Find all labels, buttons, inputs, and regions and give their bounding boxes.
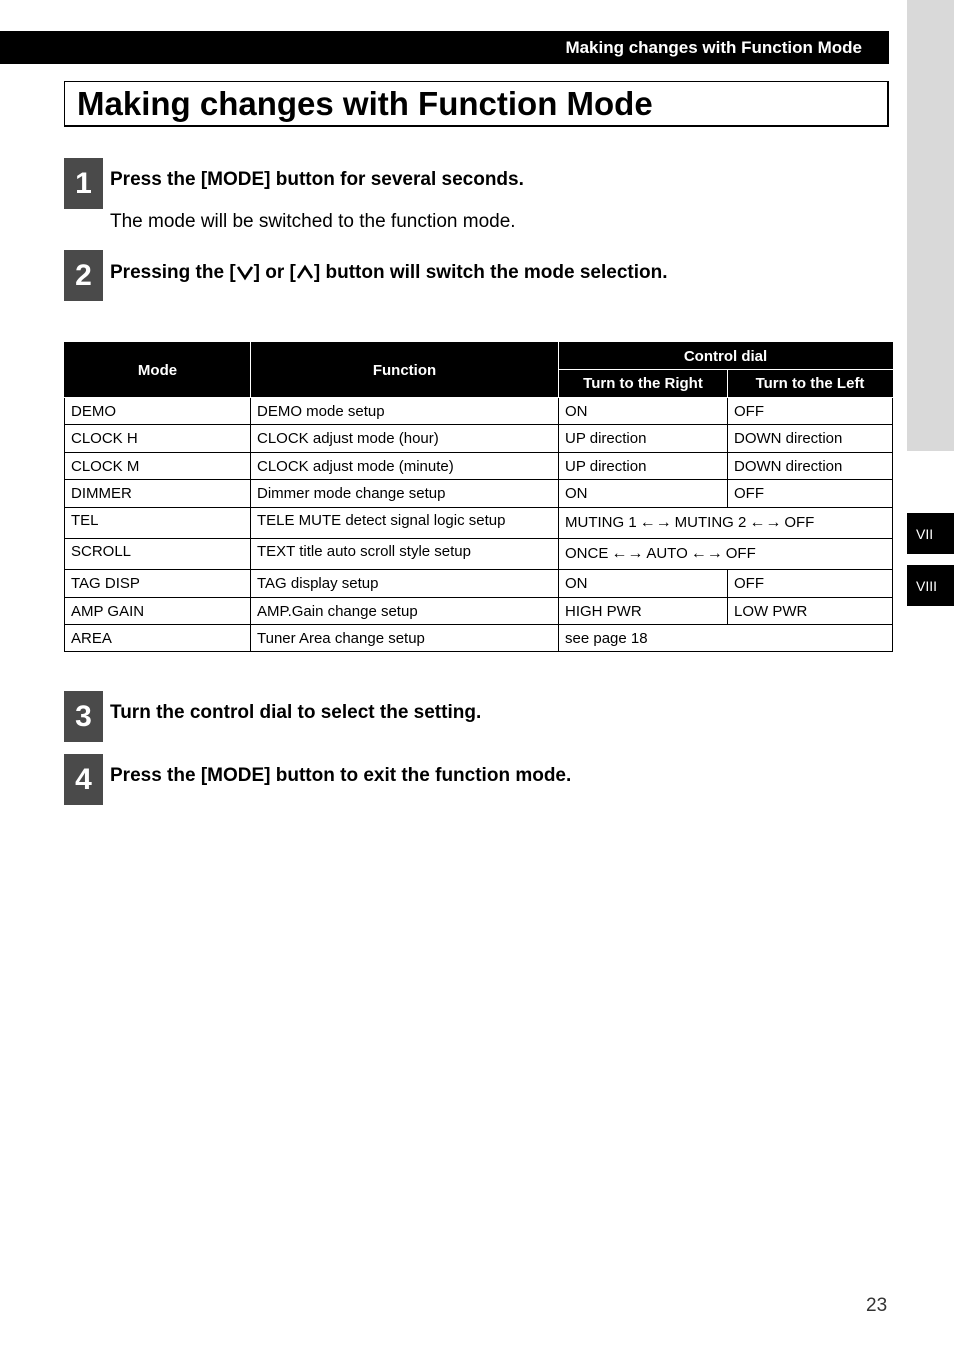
bidirectional-arrow-icon: ←→ (749, 514, 782, 531)
span-cell: see page 18 (559, 625, 893, 652)
step-1-number: 1 (64, 158, 103, 209)
step-3-text: Turn the control dial to select the setting. (110, 702, 482, 723)
page-number: 23 (866, 1295, 888, 1316)
step-2-text (110, 262, 668, 284)
sequence-value: MUTING 2 (674, 514, 747, 531)
left-cell: OFF (728, 398, 893, 425)
function-cell: TELE MUTE detect signal logic setup (251, 508, 559, 539)
right-cell: UP direction (559, 453, 728, 480)
step-2-number: 2 (64, 250, 103, 301)
mode-cell: CLOCK H (65, 425, 251, 453)
mode-cell: TEL (65, 508, 251, 539)
mode-cell: CLOCK M (65, 453, 251, 480)
table-row (65, 539, 893, 570)
header-function: Function (251, 343, 559, 398)
title-box (64, 81, 889, 127)
side-strip (907, 0, 954, 451)
step-2-text-mid: ] or [ (253, 262, 296, 283)
mode-cell: DEMO (65, 398, 251, 425)
step-3-number: 3 (64, 691, 103, 742)
header-mode: Mode (65, 343, 251, 398)
mode-cell: DIMMER (65, 480, 251, 508)
left-cell: OFF (728, 480, 893, 508)
running-header-text: Making changes with Function Mode (565, 37, 862, 57)
bidirectional-arrow-icon: ←→ (611, 545, 644, 562)
section-tab-viii[interactable]: VIII (907, 565, 954, 606)
sequence-value: ONCE (565, 545, 609, 562)
bidirectional-arrow-icon: ←→ (690, 545, 723, 562)
mode-cell: AMP GAIN (65, 598, 251, 625)
control-sequence-cell (559, 508, 893, 539)
chevron-down-icon (236, 263, 254, 281)
table-row (65, 625, 893, 652)
function-cell: TEXT title auto scroll style setup (251, 539, 559, 570)
step-1-description: The mode will be switched to the function mode. (110, 211, 516, 232)
left-cell: DOWN direction (728, 425, 893, 453)
sequence-value: OFF (725, 545, 756, 562)
step-4-number: 4 (64, 754, 103, 805)
sequence-value: MUTING 1 (565, 514, 637, 531)
function-mode-table (64, 342, 893, 652)
section-tab-vii[interactable]: VII (907, 513, 954, 554)
left-cell: LOW PWR (728, 598, 893, 625)
right-cell: ON (559, 398, 728, 425)
header-turn-right: Turn to the Right (559, 370, 728, 398)
left-cell: OFF (728, 570, 893, 598)
sequence-value: AUTO (646, 545, 688, 562)
function-cell: Tuner Area change setup (251, 625, 559, 652)
table-row (65, 570, 893, 598)
table-row (65, 598, 893, 625)
step-2-text-post: ] button will switch the mode selection. (313, 262, 668, 283)
bidirectional-arrow-icon: ←→ (639, 514, 672, 531)
page-title: Making changes with Function Mode (77, 84, 653, 122)
chevron-up-icon (296, 263, 314, 281)
function-cell: Dimmer mode change setup (251, 480, 559, 508)
table-row (65, 480, 893, 508)
right-cell: UP direction (559, 425, 728, 453)
function-cell: TAG display setup (251, 570, 559, 598)
function-cell: DEMO mode setup (251, 398, 559, 425)
mode-cell: SCROLL (65, 539, 251, 570)
step-4-text: Press the [MODE] button to exit the function mode. (110, 765, 572, 786)
header-control-dial: Control dial (559, 343, 893, 370)
right-cell: ON (559, 570, 728, 598)
left-cell: DOWN direction (728, 453, 893, 480)
right-cell: HIGH PWR (559, 598, 728, 625)
mode-cell: TAG DISP (65, 570, 251, 598)
mode-cell: AREA (65, 625, 251, 652)
right-cell: ON (559, 480, 728, 508)
running-header (0, 31, 889, 64)
table-row (65, 425, 893, 453)
control-sequence-cell (559, 539, 893, 570)
table-row (65, 398, 893, 425)
sequence-value: OFF (784, 514, 815, 531)
table-row (65, 453, 893, 480)
function-cell: AMP.Gain change setup (251, 598, 559, 625)
header-turn-left: Turn to the Left (728, 370, 893, 398)
step-2-text-pre: Pressing the [ (110, 262, 236, 283)
function-cell: CLOCK adjust mode (minute) (251, 453, 559, 480)
function-cell: CLOCK adjust mode (hour) (251, 425, 559, 453)
step-1-text: Press the [MODE] button for several seconds. (110, 169, 524, 190)
table-row (65, 508, 893, 539)
